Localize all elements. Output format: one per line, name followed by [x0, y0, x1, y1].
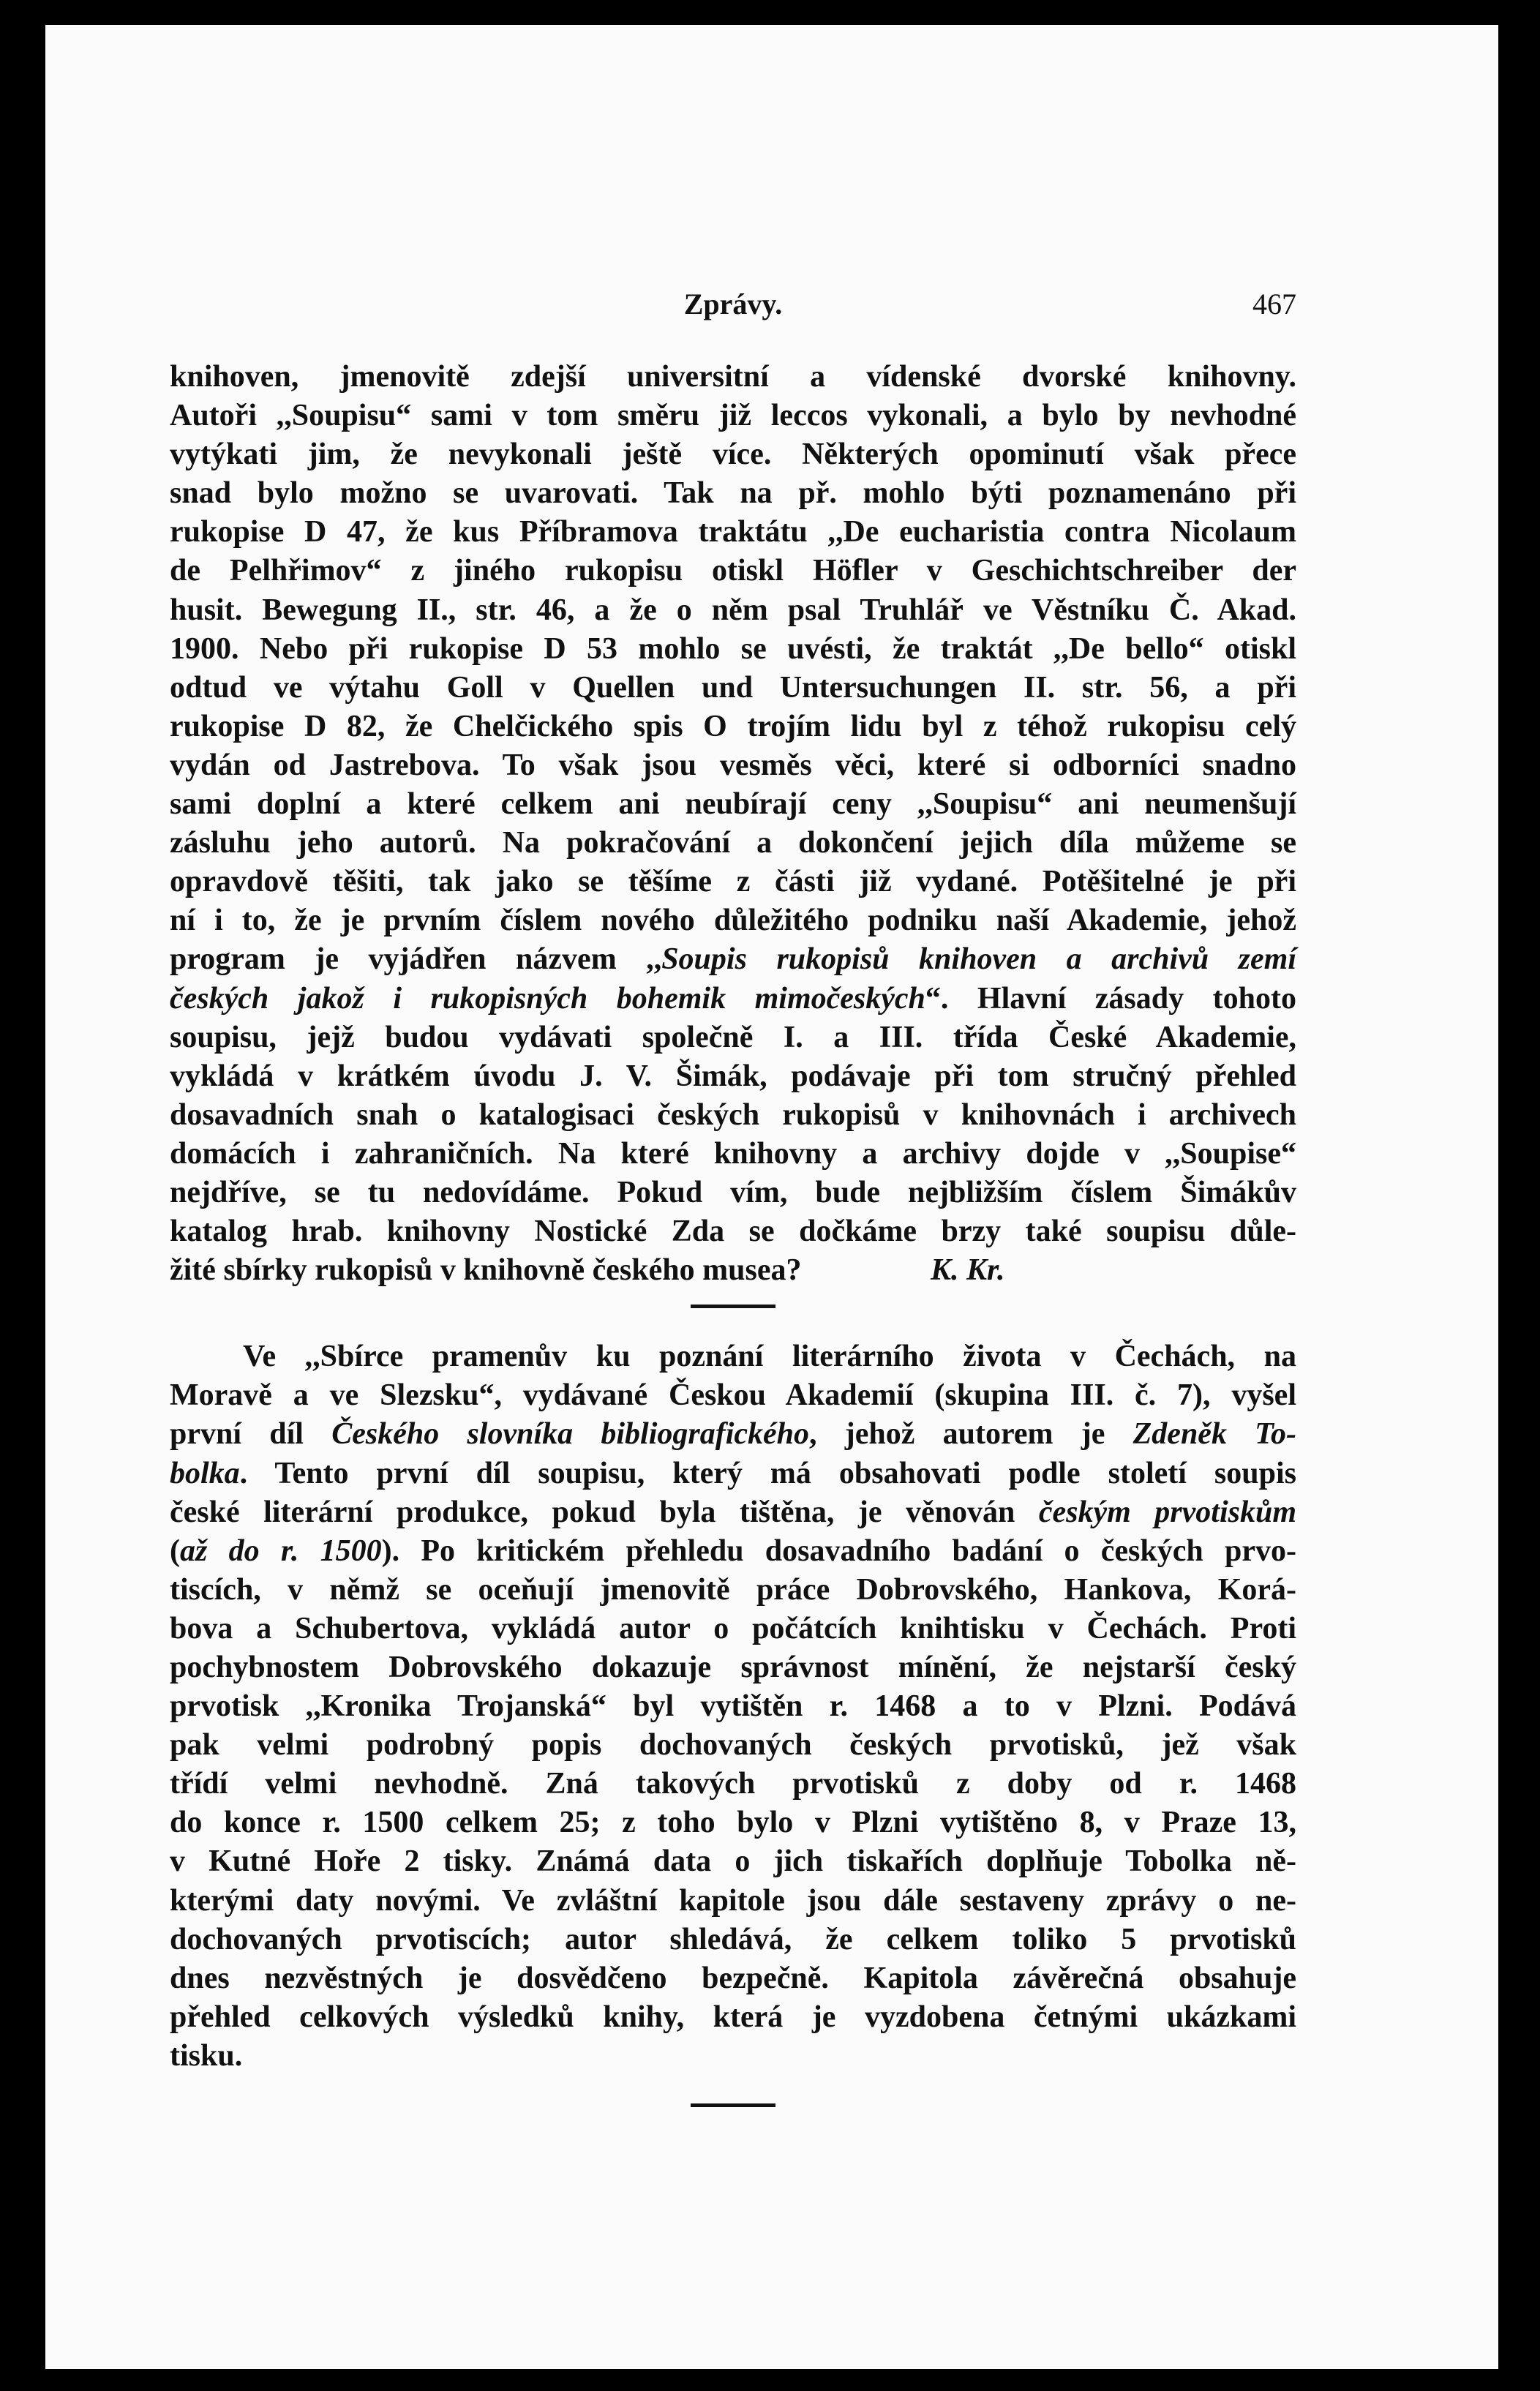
author-name-italic: Zdeněk To- — [1133, 1417, 1296, 1452]
series-title-italic: českých jakož i rukopisných bohemik mimočeských — [170, 981, 925, 1016]
section-divider — [691, 2103, 775, 2107]
text-line: pochybnostem Dobrovského dokazuje správnost mínění, že nejstarší český — [170, 1651, 1296, 1684]
text-line: sami doplní a které celkem ani neubírají ceny ,,Soupisu“ ani neumenšují — [170, 787, 1296, 822]
text-run: české literární produkce, pokud byla tištěna, je věnován — [170, 1495, 1039, 1529]
text-line: nejdříve, se tu nedovídáme. Pokud vím, bude nejbližším číslem Šimákův — [170, 1175, 1296, 1209]
author-signature: K. Kr. — [931, 1253, 1005, 1288]
text-line: snad bylo možno se uvarovati. Tak na př. mohlo býti poznamenáno při — [170, 476, 1296, 511]
text-line: v Kutné Hoře 2 tisky. Známá data o jich tiskařích doplňuje Tobolka ně- — [170, 1844, 1296, 1879]
article-soupis-review — [170, 358, 1296, 1290]
text-run: žité sbírky rukopisů v knihovně českého musea? — [170, 1253, 802, 1288]
text-line: rukopise D 82, že Chelčického spis O trojím lidu byl z téhož rukopisu celý — [170, 709, 1296, 743]
running-title: Zprávy. — [683, 288, 783, 320]
text-run: “. Hlavní zásady tohoto — [925, 981, 1296, 1016]
text-line — [170, 1532, 1296, 1571]
text-run: program je vyjádřen názvem ,, — [170, 942, 662, 977]
text-run: . Tento první díl soupisu, který má obsahovati podle století soupis — [239, 1456, 1296, 1490]
text-line: dnes nezvěstných je dosvědčeno bezpečně. Kapitola závěrečná obsahuje — [170, 1961, 1296, 1995]
text-line — [170, 1415, 1296, 1454]
text-line: třídí velmi nevhodně. Zná takových prvotisků z doby od r. 1468 — [170, 1767, 1296, 1801]
text-line: Ve ,,Sbírce pramenův ku poznání literárního života v Čechách, na — [243, 1340, 1296, 1374]
text-line: pak velmi podrobný popis dochovaných českých prvotisků, jež však — [170, 1728, 1296, 1763]
text-line: zásluhu jeho autorů. Na pokračování a dokončení jejich díla můžeme se — [170, 826, 1296, 860]
text-line: vykládá v krátkém úvodu J. V. Šimák, podávaje při tom stručný přehled — [170, 1059, 1296, 1093]
text-line: kterými daty novými. Ve zvláštní kapitole jsou dále sestaveny zprávy o ne- — [170, 1883, 1296, 1918]
text-line — [170, 1493, 1296, 1532]
text-line: tiscích, v němž se oceňují jmenovitě práce Dobrovského, Hankova, Korá- — [170, 1572, 1296, 1607]
text-line: 1900. Nebo při rukopise D 53 mohlo se uvésti, že traktát ,,De bello“ otiskl — [170, 631, 1296, 666]
text-line — [170, 980, 1296, 1018]
text-line: ní i to, že je prvním číslem nového důležitého podniku naší Akademie, jehož — [170, 904, 1296, 938]
text-line: katalog hrab. knihovny Nostické Zda se dočkáme brzy také soupisu důle- — [170, 1215, 1296, 1249]
text-line: rukopise D 47, že kus Příbramova traktátu ,,De eucharistia contra Nicolaum — [170, 515, 1296, 549]
text-line: dochovaných prvotiscích; autor shledává, že celkem toliko 5 prvotisků — [170, 1922, 1296, 1956]
page-header — [170, 287, 1296, 323]
text-line: de Pelhřimov“ z jiného rukopisu otiskl Höfler v Geschichtschreiber der — [170, 554, 1296, 588]
page-content — [170, 358, 1296, 2107]
text-line: tisku. — [170, 2038, 243, 2073]
text-run: ( — [170, 1534, 180, 1568]
text-line — [170, 940, 1296, 979]
text-line: vytýkati jim, že nevykonali ještě více. Některých opominutí však přece — [170, 438, 1296, 472]
text-line: dosavadních snah o katalogisaci českých rukopisů v knihovnách i archivech — [170, 1097, 1296, 1132]
text-line: knihoven, jmenovitě zdejší universitní a vídenské dvorské knihovny. — [170, 360, 1296, 394]
text-line — [170, 1455, 1296, 1493]
article-tobolka-review — [170, 1337, 1296, 2076]
section-divider — [691, 1305, 775, 1308]
text-line — [170, 1251, 1296, 1290]
text-line: přehled celkových výsledků knihy, která je vyzdobena četnými ukázkami — [170, 2000, 1296, 2034]
subject-italic: až do r. 1500 — [180, 1534, 382, 1568]
subject-italic: českým prvotiskům — [1038, 1495, 1297, 1529]
book-title-italic: Českého slovníka bibliografického — [331, 1417, 810, 1452]
text-line: odtud ve výtahu Goll v Quellen und Untersuchungen II. str. 56, a při — [170, 670, 1296, 705]
text-line: husit. Bewegung II., str. 46, a že o něm psal Truhlář ve Věstníku Č. Akad. — [170, 593, 1296, 627]
text-line: vydán od Jastrebova. To však jsou vesměs věci, které si odborníci snadno — [170, 748, 1296, 782]
text-run: první díl — [170, 1417, 332, 1452]
text-run: ). Po kritickém přehledu dosavadního badání o českých prvo- — [381, 1534, 1296, 1568]
page-number: 467 — [1252, 288, 1296, 320]
text-line: opravdově těšiti, tak jako se těšíme z části již vydané. Potěšitelné je při — [170, 865, 1296, 899]
text-line: Autoři ,,Soupisu“ sami v tom směru již leccos vykonali, a bylo by nevhodné — [170, 399, 1296, 433]
text-line: Moravě a ve Slezsku“, vydávané Českou Akademií (skupina III. č. 7), vyšel — [170, 1378, 1296, 1413]
text-line: domácích i zahraničních. Na které knihovny a archivy dojde v ,,Soupise“ — [170, 1136, 1296, 1171]
text-line: prvotisk ,,Kronika Trojanská“ byl vytištěn r. 1468 a to v Plzni. Podává — [170, 1689, 1296, 1724]
text-line: do konce r. 1500 celkem 25; z toho bylo v Plzni vytištěno 8, v Praze 13, — [170, 1806, 1296, 1840]
text-line: soupisu, jejž budou vydávati společně I. a III. třída České Akademie, — [170, 1020, 1296, 1054]
series-title-italic: Soupis rukopisů knihoven a archivů zemí — [661, 942, 1296, 977]
text-line: bova a Schubertova, vykládá autor o počátcích knihtisku v Čechách. Proti — [170, 1611, 1296, 1645]
author-name-italic: bolka — [170, 1456, 240, 1490]
document-page — [44, 23, 1500, 2371]
text-run: , jehož autorem je — [809, 1417, 1133, 1452]
